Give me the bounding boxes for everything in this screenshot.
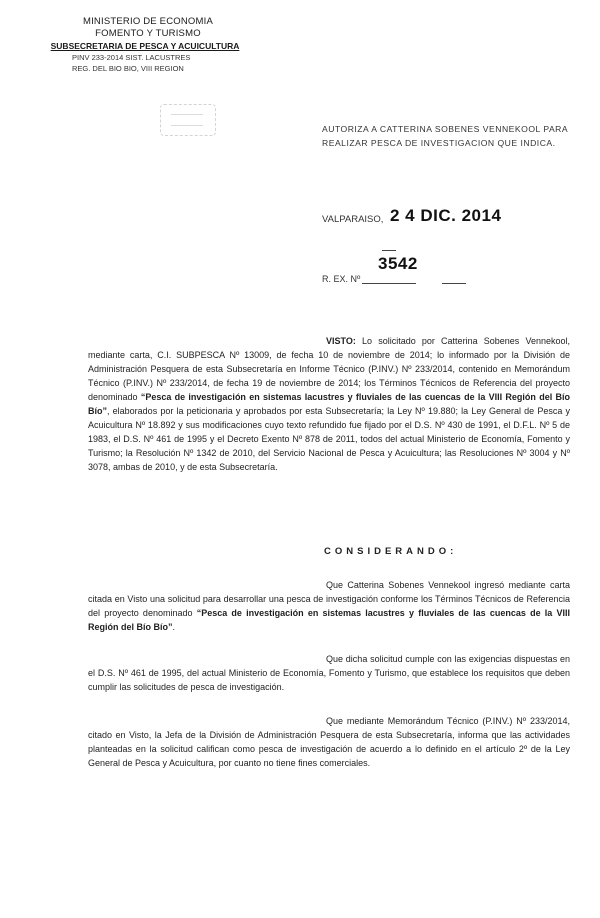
p3-text: Que mediante Memorándum Técnico (P.INV.) Nº 233/2014, citado en Visto, la Jefa de la División de Administración Pesquera de esta Subsecretaría, informa que las actividades planteadas en la solicitud califican como pesca de investigación de acuerdo a lo definido en el artículo 2º de la Ley General de Pesca y Acuicultura, por cuanto no tiene fines comerciales. [88,716,570,768]
ministry-name: MINISTERIO DE ECONOMIA [82,16,214,27]
considerando-heading: CONSIDERANDO: [324,546,458,557]
resolution-number: 3542 [378,254,418,273]
p2-text: Que dicha solicitud cumple con las exigencias dispuestas en el D.S. Nº 461 de 1995, del actual Ministerio de Economía, Fomento y Turismo, que establece los requisitos que deben cumplir las solicitudes de pesca de investigación. [88,654,570,692]
ministry-header [48,16,248,74]
number-underline-short [442,283,466,284]
considerando-paragraph-2 [88,652,570,694]
resolution-number-row [322,250,572,284]
p1-project-title: “Pesca de investigación en sistemas lacustres y fluviales de las cuencas de la VIII Región del Bío Bío” [88,608,570,632]
number-tick [382,250,396,251]
considerando-paragraph-3 [88,714,570,770]
number-underline [362,283,416,284]
reference-line-2: REG. DEL BIO BIO, VIII REGION [72,64,184,73]
resolution-subject: AUTORIZA A CATTERINA SOBENES VENNEKOOL PARA REALIZAR PESCA DE INVESTIGACION QUE INDICA. [322,124,568,148]
p1-text-2: . [172,622,176,632]
p1-text-1: Que Catterina Sobenes Vennekool ingresó mediante carta citada en Visto una solicitud para desarrollar una pesca de investigación conforme los Términos Técnicos de Referencia del proyecto denominado [88,580,570,618]
date-stamp: 2 4 DIC. 2014 [390,206,502,225]
visto-project-title: “Pesca de investigación en sistemas lacustres y fluviales de las cuencas de la VIII Región del Bío Bío” [88,392,570,416]
considerando-paragraph-1 [88,578,570,634]
resolution-number-label: R. EX. Nº [322,274,361,284]
ministry-name-line2: FOMENTO Y TURISMO [95,28,201,39]
visto-label: VISTO: [326,336,356,346]
visto-text-2: , elaborados por la peticionaria y aprobados por esta Subsecretaría; la Ley Nº 19.880; la Ley General de Pesca y Acuicultura Nº 18.892 y sus modificaciones cuyo texto refundido fue fijado por el D.S. Nº 430 de 1991, el D.F.L. Nº 5 de 1983, el D.S. Nº 461 de 1995 y el Decreto Exento Nº 878 de 2011, todos del actual Ministerio de Economía, Fomento y Turismo; la Resolución Nº 1342 de 2010, del Servicio Nacional de Pesca y Acuicultura; las Resoluciones Nº 3004 y Nº 3078, ambas de 2010, y de esta Subsecretaría. [88,406,570,472]
visto-paragraph [88,334,570,474]
date-row [322,206,572,230]
place-label: VALPARAISO, [322,214,384,225]
visto-text-1: Lo solicitado por Catterina Sobenes Vennekool, mediante carta, C.I. SUBPESCA Nº 13009, de fecha 10 de noviembre de 2014; lo informado por la División de Administración Pesquera de esta Subsecretaría en Informe Técnico (P.INV.) Nº 233/2014, contenido en Memorándum Técnico (P.INV.) Nº 233/2014, de fecha 19 de noviembre de 2014; los Términos Técnicos de Referencia del proyecto denominado [88,336,570,402]
reference-line-1: PINV 233-2014 SIST. LACUSTRES [72,53,191,62]
faded-stamp [160,104,216,136]
subsecretaria-name: SUBSECRETARIA DE PESCA Y ACUICULTURA [50,41,240,51]
